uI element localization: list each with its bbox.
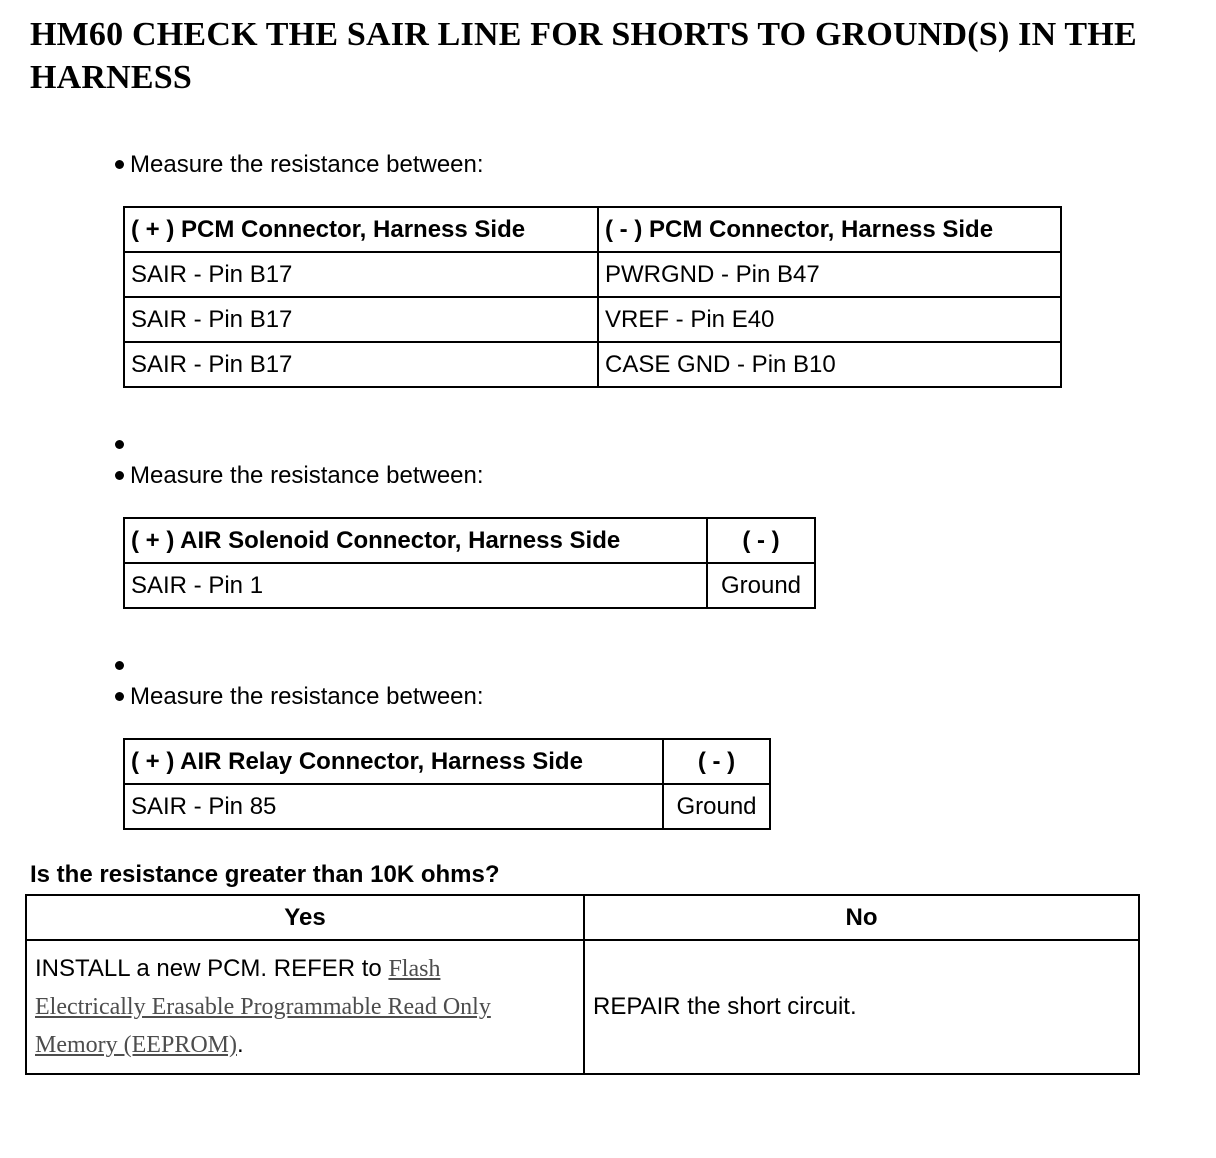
table-cell: Ground <box>663 784 770 829</box>
no-action-cell <box>584 940 1139 1074</box>
air-solenoid-resistance-table <box>123 517 816 609</box>
question-text: Is the resistance greater than 10K ohms? <box>30 860 500 888</box>
instruction-text-2: Measure the resistance between: <box>130 461 484 489</box>
solenoid-positive-header: ( + ) AIR Solenoid Connector, Harness Side <box>124 518 707 563</box>
pcm-positive-header: ( + ) PCM Connector, Harness Side <box>124 207 598 252</box>
table-header-row <box>124 207 1061 252</box>
bullet-icon <box>115 160 124 169</box>
instruction-text-1: Measure the resistance between: <box>130 150 484 178</box>
yes-header: Yes <box>26 895 584 940</box>
table-cell: PWRGND - Pin B47 <box>598 252 1061 297</box>
pcm-negative-header: ( - ) PCM Connector, Harness Side <box>598 207 1061 252</box>
table-cell: SAIR - Pin 85 <box>124 784 663 829</box>
table-row <box>124 297 1061 342</box>
yes-action-cell <box>26 940 584 1074</box>
page-title: HM60 CHECK THE SAIR LINE FOR SHORTS TO GROUND(S) IN THE HARNESS <box>30 16 1137 96</box>
eeprom-link[interactable]: Flash Electrically Erasable Programmable Read Only Memory (EEPROM) <box>35 955 491 1058</box>
table-cell: SAIR - Pin 1 <box>124 563 707 608</box>
table-row <box>124 252 1061 297</box>
yes-action-suffix: . <box>236 1030 244 1058</box>
decision-body-row <box>26 940 1139 1074</box>
table-row <box>124 563 815 608</box>
yes-action-text <box>33 950 553 1064</box>
no-action-text: REPAIR the short circuit. <box>593 993 857 1021</box>
decision-header-row <box>26 895 1139 940</box>
table-cell: SAIR - Pin B17 <box>124 342 598 387</box>
yes-action-prefix: INSTALL a new PCM. REFER to <box>35 954 389 982</box>
decision-table <box>25 894 1140 1075</box>
bullet-icon <box>115 692 124 701</box>
relay-negative-header: ( - ) <box>663 739 770 784</box>
pcm-resistance-table <box>123 206 1062 388</box>
table-cell: Ground <box>707 563 815 608</box>
table-cell: CASE GND - Pin B10 <box>598 342 1061 387</box>
table-header-row <box>124 518 815 563</box>
air-relay-resistance-table <box>123 738 771 830</box>
relay-positive-header: ( + ) AIR Relay Connector, Harness Side <box>124 739 663 784</box>
table-row <box>124 784 770 829</box>
solenoid-negative-header: ( - ) <box>707 518 815 563</box>
instruction-bullet-1 <box>115 150 1216 180</box>
table-cell: VREF - Pin E40 <box>598 297 1061 342</box>
bullet-icon <box>115 471 124 480</box>
table-row <box>124 342 1061 387</box>
instruction-text-3: Measure the resistance between: <box>130 682 484 710</box>
bullet-icon <box>115 661 124 670</box>
instruction-bullet-3 <box>115 682 1216 712</box>
bullet-icon <box>115 440 124 449</box>
empty-bullet-2 <box>115 661 1216 670</box>
instruction-bullet-2 <box>115 461 1216 491</box>
table-header-row <box>124 739 770 784</box>
table-cell: SAIR - Pin B17 <box>124 252 598 297</box>
no-header: No <box>584 895 1139 940</box>
table-cell: SAIR - Pin B17 <box>124 297 598 342</box>
empty-bullet-1 <box>115 440 1216 449</box>
